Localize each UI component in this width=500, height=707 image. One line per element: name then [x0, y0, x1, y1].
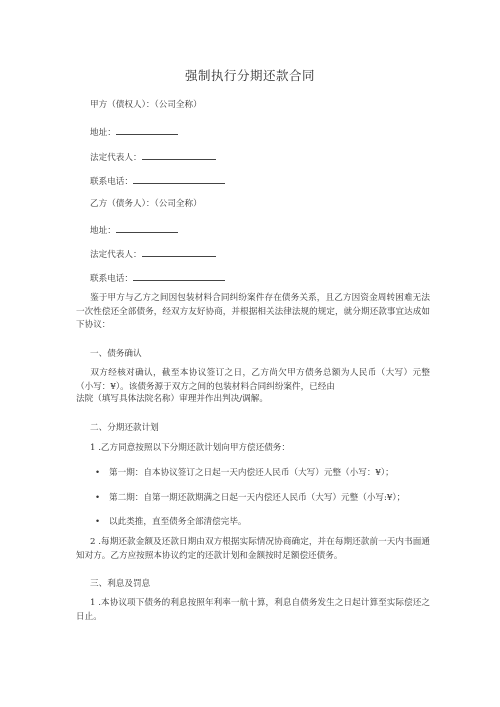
party-b-address	[90, 224, 178, 237]
section1-paragraph-cont: 法院（填写具体法院名称）审理并作出判决/调解。	[76, 394, 268, 404]
phone-blank	[133, 272, 225, 281]
address-blank	[116, 126, 178, 135]
party-a-line: 甲方（债权人）：（公司全称）	[90, 100, 202, 110]
address-blank	[116, 224, 178, 233]
party-a-phone	[90, 175, 225, 188]
party-b-legal-rep	[90, 248, 216, 261]
section1-heading: 一、债务确认	[90, 349, 142, 359]
bullet-icon: •	[95, 517, 101, 527]
address-label: 地址：	[90, 226, 116, 236]
phone-blank	[133, 175, 225, 184]
phone-label: 联系电话：	[90, 274, 133, 284]
address-label: 地址：	[90, 128, 116, 138]
bullet-item: • 第二期：自第一期还款期满之日起一天内偿还人民币（大写）元整（小写:¥）；	[95, 493, 406, 503]
section2-item1: 1 .乙方同意按照以下分期还款计划向甲方偿还债务：	[90, 443, 290, 453]
party-a-legal-rep	[90, 151, 216, 164]
legal-rep-label: 法定代表人：	[90, 250, 142, 260]
document-title: 强制执行分期还款合同	[184, 68, 315, 83]
section2-heading: 二、分期还款计划	[90, 423, 159, 433]
bullet-icon: •	[95, 468, 101, 478]
party-a-address	[90, 126, 178, 139]
legal-rep-label: 法定代表人：	[90, 153, 142, 163]
section3-heading: 三、利息及罚息	[90, 579, 151, 589]
section2-item2: 2 .每期还款金额及还款日期由双方根据实际情况协商确定，并在每期还款前一天内书面通知对方。乙方应按照本协议约定的还款计划和金额按时足额偿还债务。	[76, 537, 430, 561]
intro-paragraph: 鉴于甲方与乙方之间因包装材料合同纠纷案件存在债务关系，且乙方因资金周转困难无法一次性偿还全部债务，经双方友好协商，并根据相关法律法规的规定，就分期还款事宜达成如下协议：	[76, 293, 430, 331]
party-b-line: 乙方（债务人）：（公司全称）	[90, 199, 202, 209]
party-b-phone	[90, 272, 225, 285]
bullet-item: • 以此类推，直至债务全部清偿完毕。	[95, 517, 247, 527]
bullet-item: • 第一期：自本协议签订之日起一天内偿还人民币（大写）元整（小写：¥）；	[95, 468, 394, 478]
legal-rep-blank	[142, 151, 216, 160]
legal-rep-blank	[142, 248, 216, 257]
section1-paragraph: 双方经核对确认，截至本协议签订之日，乙方尚欠甲方债务总额为人民币（大写）元整（小写：¥）。该债务源于双方之间的包装材料合同纠纷案件，已经由	[76, 368, 430, 392]
bullet-icon: •	[95, 493, 101, 503]
section3-item1: 1 .本协议项下债务的利息按照年利率一航十算，利息自债务发生之日起计算至实际偿还之日止。	[76, 598, 430, 622]
phone-label: 联系电话：	[90, 177, 133, 187]
